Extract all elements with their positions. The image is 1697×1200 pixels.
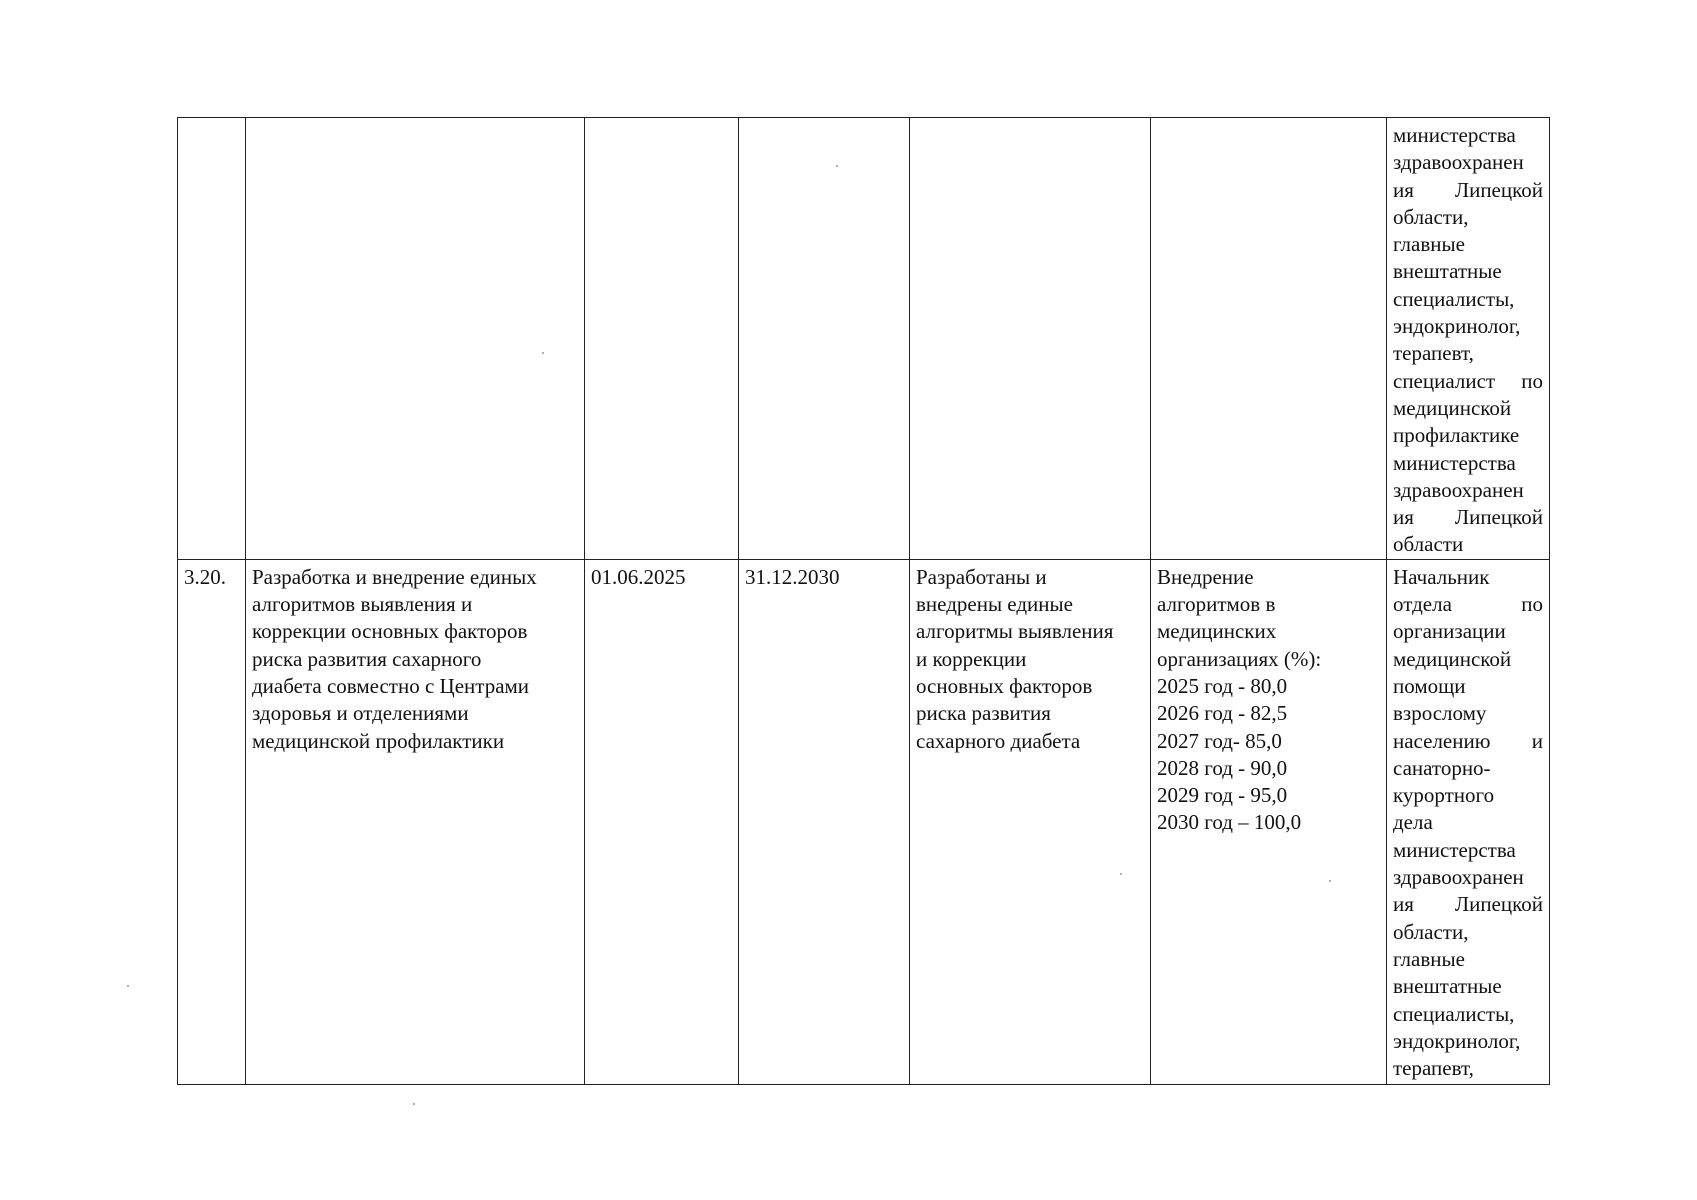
text-line: области bbox=[1393, 532, 1464, 557]
text-line: Разработаны и bbox=[916, 564, 1047, 589]
cell-number bbox=[178, 559, 246, 1084]
plan-table bbox=[177, 117, 1550, 1085]
item-number: 3.20. bbox=[184, 564, 226, 589]
text-line: риска развития сахарного bbox=[252, 646, 482, 671]
text-line: внештатные bbox=[1393, 259, 1502, 284]
responsible-text bbox=[1393, 564, 1543, 1083]
text-line: 2030 год – 100,0 bbox=[1157, 810, 1302, 835]
text-line: сахарного диабета bbox=[916, 728, 1081, 753]
cell-responsible bbox=[1387, 559, 1550, 1084]
text-line: помощи bbox=[1393, 673, 1466, 698]
text-line: медицинских bbox=[1157, 619, 1277, 644]
text-line: здоровья и отделениями bbox=[252, 701, 469, 726]
cell-start-date bbox=[585, 118, 739, 560]
scan-speck bbox=[1329, 880, 1331, 882]
cell-number bbox=[178, 118, 246, 560]
text-line: профилактике bbox=[1393, 423, 1520, 448]
cell-event bbox=[246, 559, 585, 1084]
text-line: внедрены единые bbox=[916, 592, 1073, 617]
text-line: здравоохранен bbox=[1393, 150, 1524, 175]
result-text bbox=[916, 564, 1144, 755]
cell-end-date bbox=[739, 118, 910, 560]
text-line: основных факторов bbox=[916, 673, 1093, 698]
text-line: 2026 год - 82,5 bbox=[1157, 701, 1288, 726]
text-line: населению и bbox=[1393, 728, 1543, 753]
text-line: отдела по bbox=[1393, 592, 1543, 617]
text-line: медицинской bbox=[1393, 646, 1512, 671]
text-line: министерства bbox=[1393, 123, 1516, 147]
text-line: 2028 год - 90,0 bbox=[1157, 755, 1288, 780]
cell-start-date bbox=[585, 559, 739, 1084]
text-line: ия Липецкой bbox=[1393, 177, 1543, 202]
cell-result bbox=[910, 118, 1151, 560]
table-row bbox=[178, 118, 1550, 560]
cell-end-date bbox=[739, 559, 910, 1084]
text-line: министерства bbox=[1393, 837, 1516, 862]
text-line: и коррекции bbox=[916, 646, 1027, 671]
cell-indicator bbox=[1151, 118, 1387, 560]
scan-speck bbox=[127, 985, 129, 987]
text-line: терапевт, bbox=[1393, 1056, 1474, 1081]
text-line: 2029 год - 95,0 bbox=[1157, 783, 1288, 808]
text-line: организациях (%): bbox=[1157, 646, 1322, 671]
scan-speck bbox=[836, 165, 838, 167]
text-line: риска развития bbox=[916, 701, 1051, 726]
indicator-text bbox=[1157, 564, 1380, 837]
text-line: взрослому bbox=[1393, 701, 1487, 726]
text-line: министерства bbox=[1393, 450, 1516, 475]
text-line: медицинской bbox=[1393, 395, 1512, 420]
text-line: санаторно- bbox=[1393, 755, 1491, 780]
text-line: внештатные bbox=[1393, 974, 1502, 999]
text-line: курортного bbox=[1393, 783, 1495, 808]
text-line: главные bbox=[1393, 232, 1465, 257]
text-line: медицинской профилактики bbox=[252, 728, 505, 753]
scan-speck bbox=[542, 352, 544, 354]
text-line: алгоритмы выявления bbox=[916, 619, 1114, 644]
text-line: здравоохранен bbox=[1393, 477, 1524, 502]
text-line: специалисты, bbox=[1393, 1001, 1515, 1026]
text-line: Внедрение bbox=[1157, 564, 1254, 589]
cell-responsible bbox=[1387, 118, 1550, 560]
text-line: специалисты, bbox=[1393, 286, 1515, 311]
scan-speck bbox=[1120, 873, 1122, 875]
text-line: области, bbox=[1393, 919, 1469, 944]
text-line: области, bbox=[1393, 204, 1469, 229]
end-date: 31.12.2030 bbox=[745, 564, 840, 589]
text-line: ия Липецкой bbox=[1393, 505, 1543, 530]
text-line: главные bbox=[1393, 946, 1465, 971]
text-line: 2027 год- 85,0 bbox=[1157, 728, 1282, 753]
cell-indicator bbox=[1151, 559, 1387, 1084]
text-line: Начальник bbox=[1393, 564, 1490, 589]
cell-result bbox=[910, 559, 1151, 1084]
text-line: алгоритмов в bbox=[1157, 592, 1276, 617]
text-line: терапевт, bbox=[1393, 341, 1474, 366]
cell-event bbox=[246, 118, 585, 560]
text-line: здравоохранен bbox=[1393, 865, 1524, 890]
responsible-text bbox=[1393, 122, 1543, 559]
text-line: алгоритмов выявления и bbox=[252, 592, 473, 617]
scan-speck bbox=[413, 1103, 415, 1105]
text-line: специалист по bbox=[1393, 368, 1543, 393]
text-line: Разработка и внедрение единых bbox=[252, 564, 537, 589]
text-line: эндокринолог, bbox=[1393, 314, 1521, 339]
event-text bbox=[252, 564, 578, 755]
text-line: дела bbox=[1393, 810, 1433, 835]
text-line: диабета совместно с Центрами bbox=[252, 673, 530, 698]
text-line: коррекции основных факторов bbox=[252, 619, 528, 644]
table-row bbox=[178, 559, 1550, 1084]
text-line: эндокринолог, bbox=[1393, 1028, 1521, 1053]
text-line: 2025 год - 80,0 bbox=[1157, 673, 1288, 698]
start-date: 01.06.2025 bbox=[591, 564, 686, 589]
text-line: организации bbox=[1393, 619, 1506, 644]
text-line: ия Липецкой bbox=[1393, 892, 1543, 917]
